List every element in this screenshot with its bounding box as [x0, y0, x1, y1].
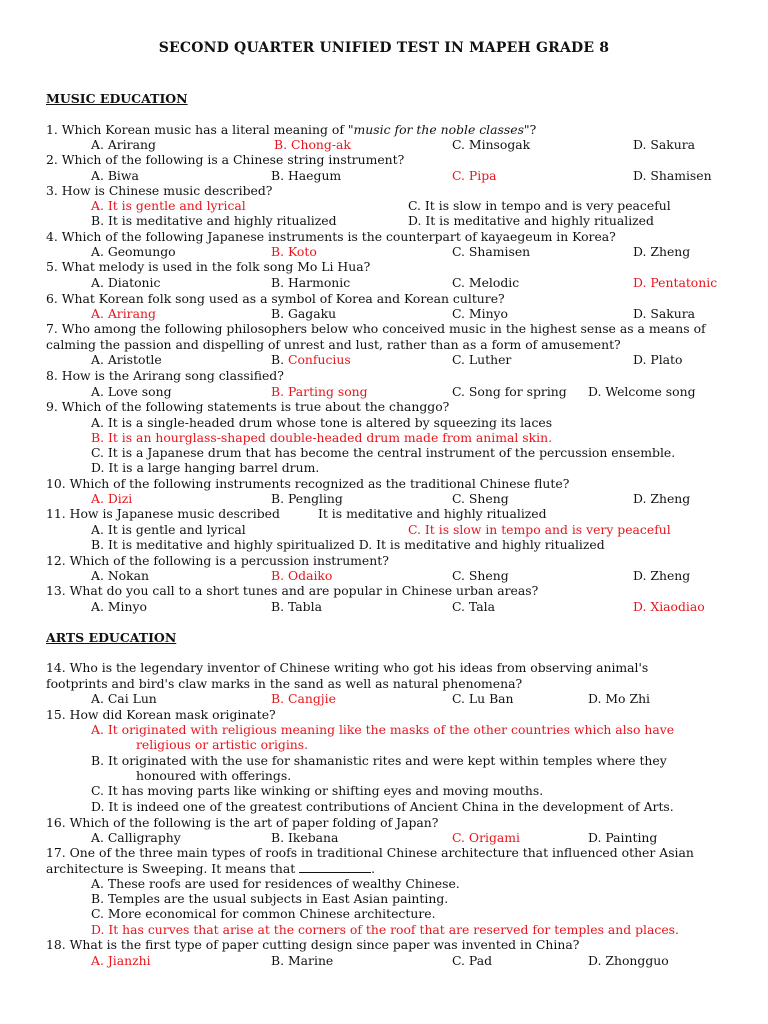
choice-14b-answer: B. Cangjie	[271, 691, 336, 706]
choice-3a-answer: A. It is gentle and lyrical	[91, 198, 246, 213]
choice-13a: A. Minyo	[91, 599, 147, 614]
choice-15c: C. It has moving parts like winking or shifting eyes and moving mouths.	[91, 783, 544, 798]
choice-10a-answer: A. Dizi	[91, 491, 133, 506]
choice-1c: C. Minsogak	[452, 137, 531, 152]
choice-8a: A. Love song	[91, 384, 172, 399]
choice-2a: A. Biwa	[91, 168, 139, 183]
section-heading-music: MUSIC EDUCATION	[46, 91, 188, 106]
question-6: 6. What Korean folk song used as a symbol of Korea and Korean culture?	[46, 291, 505, 306]
question-12: 12. Which of the following is a percussion instrument?	[46, 553, 389, 568]
choice-8c: C. Song for spring	[452, 384, 567, 399]
question-18: 18. What is the first type of paper cutting design since paper was invented in China?	[46, 937, 580, 952]
choice-15d: D. It is indeed one of the greatest contributions of Ancient China in the development of Arts.	[91, 799, 674, 814]
choice-10d: D. Zheng	[633, 491, 691, 506]
choice-13d-answer: D. Xiaodiao	[633, 599, 705, 614]
choice-15a-answer-line-2: religious or artistic origins.	[136, 737, 309, 752]
choice-3c: C. It is slow in tempo and is very peaceful	[408, 198, 671, 213]
choice-4d: D. Zheng	[633, 244, 691, 259]
question-14-line-1: 14. Who is the legendary inventor of Chinese writing who got his ideas from observing animal's	[46, 660, 649, 675]
choice-17d-answer: D. It has curves that arise at the corners of the roof that are reserved for temples and places.	[91, 922, 679, 937]
choice-17c: C. More economical for common Chinese architecture.	[91, 906, 436, 921]
choice-15a-answer-line-1: A. It originated with religious meaning like the masks of the other countries which also have	[91, 722, 675, 737]
choice-7a: A. Aristotle	[91, 352, 162, 367]
question-7-line-2: calming the passion and dispelling of unrest and lust, rather than as a form of amusement?	[46, 337, 621, 352]
choice-4b-answer: B. Koto	[271, 244, 317, 259]
question-15: 15. How did Korean mask originate?	[46, 707, 276, 722]
choice-9b-answer: B. It is an hourglass-shaped double-headed drum made from animal skin.	[91, 430, 553, 445]
choice-15b-line-2: honoured with offerings.	[136, 768, 292, 783]
choice-11a: A. It is gentle and lyrical	[91, 522, 246, 537]
choice-3b: B. It is meditative and highly ritualized	[91, 213, 337, 228]
choice-18b: B. Marine	[271, 953, 334, 968]
choice-6d: D. Sakura	[633, 306, 696, 321]
choice-14d: D. Mo Zhi	[588, 691, 651, 706]
question-10: 10. Which of the following instruments recognized as the traditional Chinese flute?	[46, 476, 570, 491]
choice-6b: B. Gagaku	[271, 306, 337, 321]
question-5: 5. What melody is used in the folk song Mo Li Hua?	[46, 259, 371, 274]
question-9: 9. Which of the following statements is true about the changgo?	[46, 399, 450, 414]
choice-7c: C. Luther	[452, 352, 512, 367]
choice-15b-line-1: B. It originated with the use for shamanistic rites and were kept within temples where they	[91, 753, 667, 768]
choice-6c: C. Minyo	[452, 306, 509, 321]
choice-18d: D. Zhongguo	[588, 953, 669, 968]
choice-12c: C. Sheng	[452, 568, 509, 583]
choice-7d: D. Plato	[633, 352, 683, 367]
question-11-extra: It is meditative and highly ritualized	[318, 506, 547, 521]
choice-8d: D. Welcome song	[588, 384, 696, 399]
choice-14c: C. Lu Ban	[452, 691, 514, 706]
choice-9d: D. It is a large hanging barrel drum.	[91, 460, 320, 475]
choice-5d-answer: D. Pentatonic	[633, 275, 718, 290]
choice-16c-answer: C. Origami	[452, 830, 520, 845]
choice-13c: C. Tala	[452, 599, 495, 614]
choice-5c: C. Melodic	[452, 275, 520, 290]
choice-8b-answer: B. Parting song	[271, 384, 368, 399]
choice-5b: B. Harmonic	[271, 275, 351, 290]
choice-7b-answer: Confucius	[287, 352, 351, 367]
choice-12a: A. Nokan	[91, 568, 150, 583]
choice-4c: C. Shamisen	[452, 244, 531, 259]
question-17-line-1: 17. One of the three main types of roofs in traditional Chinese architecture that influenced other Asian	[46, 845, 694, 860]
choice-17b: B. Temples are the usual subjects in East Asian painting.	[91, 891, 449, 906]
choice-13b: B. Tabla	[271, 599, 322, 614]
choice-9c: C. It is a Japanese drum that has become the central instrument of the percussion ensemble.	[91, 445, 676, 460]
question-3: 3. How is Chinese music described?	[46, 183, 273, 198]
choice-2b: B. Haegum	[271, 168, 342, 183]
choice-16b: B. Ikebana	[271, 830, 339, 845]
choice-14a: A. Cai Lun	[91, 691, 157, 706]
question-13: 13. What do you call to a short tunes and are popular in Chinese urban areas?	[46, 583, 539, 598]
choice-6a-answer: A. Arirang	[91, 306, 156, 321]
choice-10c: C. Sheng	[452, 491, 509, 506]
question-17-line-2: architecture is Sweeping. It means that .	[46, 861, 376, 876]
question-14-line-2: footprints and bird's claw marks in the sand as well as natural phenomena?	[46, 676, 523, 691]
question-2: 2. Which of the following is a Chinese string instrument?	[46, 152, 405, 167]
question-7-line-1: 7. Who among the following philosophers below who conceived music in the highest sense as a means of	[46, 321, 706, 336]
choice-18c: C. Pad	[452, 953, 493, 968]
choice-12d: D. Zheng	[633, 568, 691, 583]
question-16: 16. Which of the following is the art of paper folding of Japan?	[46, 815, 439, 830]
choice-18a-answer: A. Jianzhi	[91, 953, 151, 968]
question-11: 11. How is Japanese music described	[46, 506, 280, 521]
choice-11b-d: B. It is meditative and highly spiritualized D. It is meditative and highly ritualized	[91, 537, 605, 552]
page-title: SECOND QUARTER UNIFIED TEST IN MAPEH GRADE 8	[158, 40, 610, 56]
choice-16a: A. Calligraphy	[91, 830, 181, 845]
question-4: 4. Which of the following Japanese instruments is the counterpart of kayaegeum in Korea?	[46, 229, 616, 244]
choice-1d: D. Sakura	[633, 137, 696, 152]
choice-10b: B. Pengling	[271, 491, 343, 506]
choice-17a: A. These roofs are used for residences of wealthy Chinese.	[91, 876, 460, 891]
choice-16d: D. Painting	[588, 830, 658, 845]
choice-7b: B. Confucius	[271, 352, 351, 367]
question-8: 8. How is the Arirang song classified?	[46, 368, 284, 383]
choice-5a: A. Diatonic	[91, 275, 161, 290]
choice-12b-answer: B. Odaiko	[271, 568, 333, 583]
choice-1b-answer: B. Chong-ak	[274, 137, 351, 152]
section-heading-arts: ARTS EDUCATION	[46, 630, 177, 645]
choice-2c-answer: C. Pipa	[452, 168, 497, 183]
answer-blank	[299, 862, 371, 873]
choice-4a: A. Geomungo	[91, 244, 176, 259]
question-1: 1. Which Korean music has a literal meaning of "music for the noble classes"?	[46, 122, 537, 137]
choice-11c-answer: C. It is slow in tempo and is very peaceful	[408, 522, 671, 537]
choice-3d: D. It is meditative and highly ritualized	[408, 213, 654, 228]
choice-2d: D. Shamisen	[633, 168, 712, 183]
choice-1a: A. Arirang	[91, 137, 156, 152]
choice-9a: A. It is a single-headed drum whose tone is altered by squeezing its laces	[91, 415, 553, 430]
